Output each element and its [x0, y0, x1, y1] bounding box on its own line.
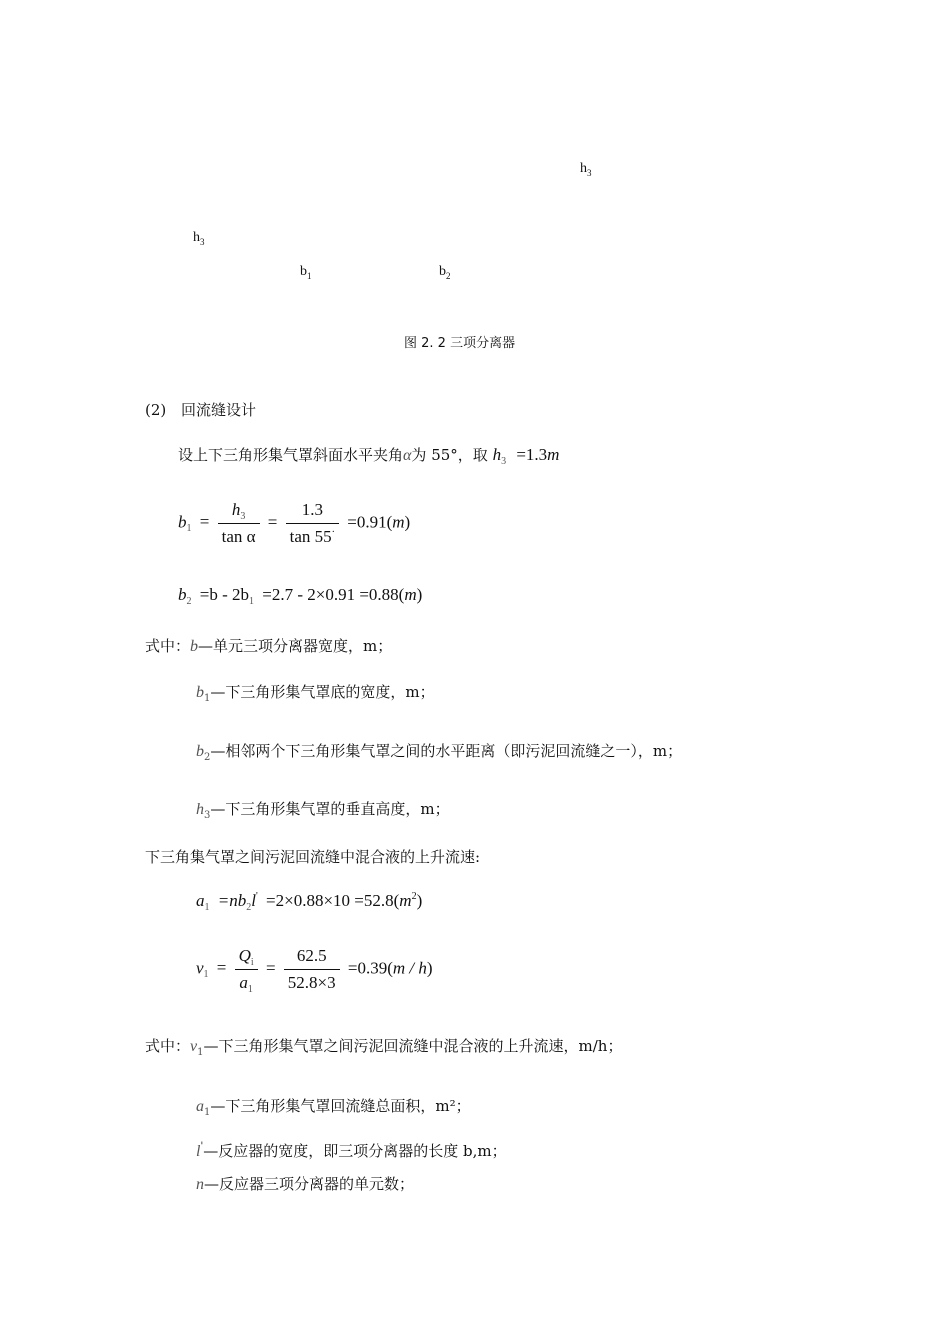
definition-b: 式中：b—单元三项分离器宽度，m；	[145, 637, 393, 655]
definition-v1: 式中：$v_1—$下三角形集气罩之间污泥回流缝中混合液的上升流速，m/h；	[145, 1037, 623, 1058]
section-heading	[145, 399, 256, 420]
equation-a1: $a_1 =nb_2l' =2\times 0.88\times 10 =52.8(m^2)$	[196, 891, 423, 913]
fraction-h3-tan-alpha: $\frac{h_3}{\text{tan α}}$	[218, 500, 260, 547]
equation-b2: $b_2 =b - 2b_1 =2.7 - 2\times 0.91 =0.88(m)$	[178, 585, 423, 607]
figure-label-b2: $b_2$	[439, 264, 451, 281]
section-number: (2)	[145, 401, 167, 419]
equation-v1: $v_1$ = $\frac{Q_i}{a_1}$ = $\frac{62.5}{52.8\times 3}$ =0.39(m / h)	[196, 946, 433, 995]
figure-caption: 图 2. 2 三项分离器	[404, 336, 516, 351]
fraction-qi-a1: $\frac{Q_i}{a_1}$	[235, 946, 258, 993]
definition-h3: $h_3—$下三角形集气罩的垂直高度，m；	[196, 800, 450, 821]
flow-intro: 下三角集气罩之间污泥回流缝中混合液的上升流速:	[145, 848, 481, 866]
figure-label-h3-left: $h_3$	[193, 230, 205, 247]
fraction-62.5: $\frac{62.5}{52.8\times 3}$	[284, 946, 340, 993]
definition-b1: $b_1—$下三角形集气罩底的宽度，m；	[196, 683, 435, 704]
definition-b2: $b_2—$相邻两个下三角形集气罩之间的水平距离（即污泥回流缝之一），m；	[196, 742, 683, 763]
fraction-1.3-tan55: $\frac{1.3}{\tan 55^\cdot}$	[286, 500, 339, 547]
section-title: 回流缝设计	[181, 401, 257, 419]
definition-a1: $a_1—$下三角形集气罩回流缝总面积，m²；	[196, 1097, 471, 1118]
intro-line: 设上下三角形集气罩斜面水平夹角α为 55°，取 $h_3 =1.3m$	[178, 445, 560, 467]
equation-b1: $b_1$ = $\frac{h_3}{\text{tan α}}$ = $\frac{1.3}{\tan 55^\cdot}$ =0.91(m)	[178, 500, 411, 546]
definition-l: l'—反应器的宽度，即三项分离器的长度 b,m；	[196, 1141, 507, 1160]
figure-label-h3-right: $h_3$	[580, 161, 592, 178]
alpha-symbol: α	[403, 447, 412, 464]
figure-label-b1: $b_1$	[300, 264, 312, 281]
definition-n: n—反应器三项分离器的单元数；	[196, 1175, 415, 1193]
